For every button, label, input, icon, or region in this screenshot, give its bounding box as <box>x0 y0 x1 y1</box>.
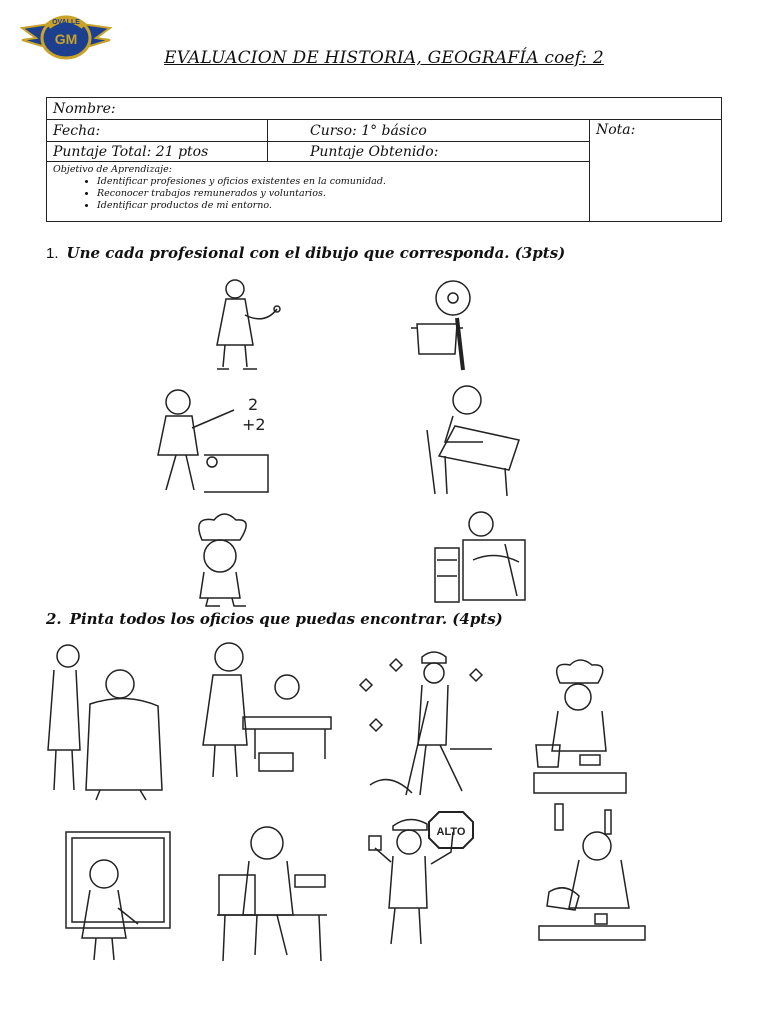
vet-doctor-illustration[interactable] <box>195 635 335 785</box>
seamstress-illustration[interactable] <box>215 815 330 965</box>
student-desk-illustration[interactable] <box>425 380 525 500</box>
classroom-girl-illustration[interactable] <box>62 828 172 963</box>
hairdresser-illustration[interactable] <box>40 640 165 805</box>
objetivo-item: • Identificar profesiones y oficios existentes en la comunidad. <box>97 176 583 188</box>
puntaje-obtenido-field[interactable]: Puntaje Obtenido: <box>268 142 590 162</box>
doctor-illustration[interactable] <box>205 275 285 375</box>
page-title: EVALUACION DE HISTORIA, GEOGRAFÍA coef: 2 <box>164 48 604 68</box>
cooking-pot-illustration[interactable] <box>405 278 480 373</box>
objetivo-item: • Identificar productos de mi entorno. <box>97 200 583 212</box>
logo-initials: GM <box>54 31 78 47</box>
question-number: 1. <box>46 245 59 262</box>
shoemaker-illustration[interactable] <box>535 800 650 945</box>
question-2 <box>46 610 503 628</box>
curso-field: Curso: 1° básico <box>268 120 590 142</box>
objetivos-list <box>53 176 583 212</box>
objetivo-item: • Reconocer trabajos remunerados y voluntarios. <box>97 188 583 200</box>
blackboard-number: 2 <box>248 395 259 414</box>
chef-illustration[interactable] <box>180 510 265 610</box>
chef-cooking-illustration[interactable] <box>530 655 630 795</box>
fecha-field[interactable]: Fecha: <box>47 120 268 142</box>
street-sweeper-illustration[interactable] <box>350 645 495 800</box>
question-text: Une cada profesional con el dibujo que corresponda. (3pts) <box>66 244 566 262</box>
objetivo-title: Objetivo de Aprendizaje: <box>53 164 172 175</box>
question-number: 2. <box>46 610 62 628</box>
objetivos-cell <box>47 162 590 222</box>
question-text: Pinta todos los oficios que puedas encontrar. (4pts) <box>69 610 503 628</box>
stop-sign-text: ALTO <box>436 826 466 838</box>
traffic-officer-illustration[interactable] <box>365 808 480 948</box>
student-info-table <box>46 97 722 222</box>
teacher-illustration[interactable] <box>148 380 273 495</box>
nota-field[interactable]: Nota: <box>590 120 722 222</box>
puntaje-total-field: Puntaje Total: 21 ptos <box>47 142 268 162</box>
question-1 <box>46 244 565 262</box>
blackboard-number: +2 <box>242 415 266 434</box>
sick-bed-illustration[interactable] <box>425 500 535 605</box>
nombre-field[interactable]: Nombre: <box>47 98 722 120</box>
logo-top-text: OVALLE <box>52 19 80 26</box>
